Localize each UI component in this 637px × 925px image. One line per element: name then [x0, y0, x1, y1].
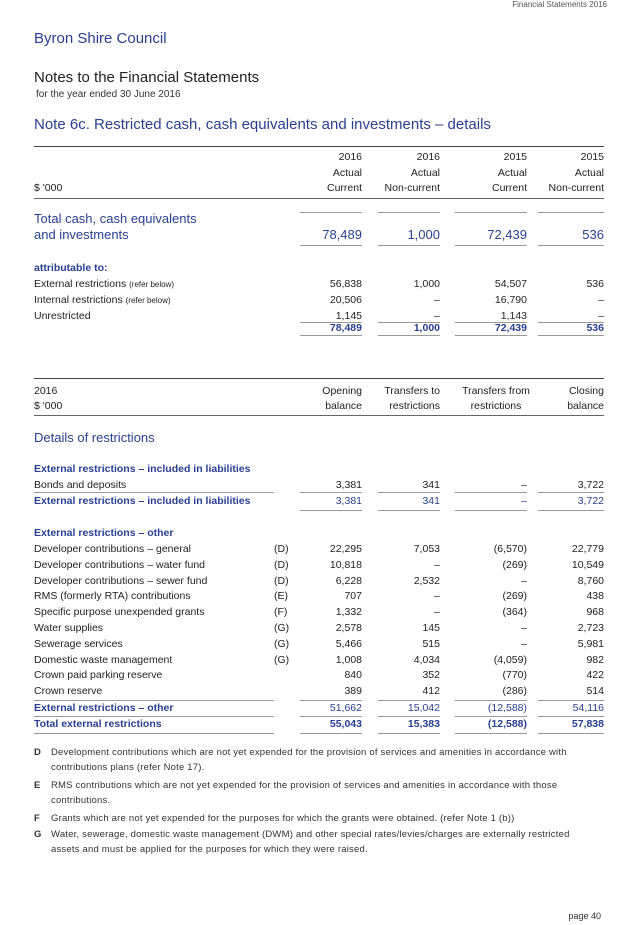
- footnote-d: [34, 745, 604, 777]
- col-rule: [455, 716, 527, 717]
- notes-subtitle: for the year ended 30 June 2016: [36, 89, 181, 100]
- row-label: Specific purpose unexpended grants: [34, 606, 205, 619]
- col-rule: [378, 335, 440, 336]
- cell: 20,506: [329, 294, 362, 306]
- cell: 1,008: [335, 653, 362, 666]
- cell: 3,381: [335, 479, 362, 491]
- cell: 51,662: [329, 702, 362, 714]
- row-label: Water supplies: [34, 622, 104, 634]
- row-label: Domestic waste management: [34, 653, 173, 666]
- footnote-text: Grants which are not yet expended for the purposes for which the grants were obtained. (refer Note 1 (b)): [51, 813, 515, 824]
- cell: –: [434, 294, 440, 306]
- col-label: balance: [567, 400, 604, 412]
- col-rule: [300, 245, 362, 246]
- row-label: Crown paid parking reserve: [34, 669, 163, 682]
- cell: 707: [344, 590, 362, 603]
- cell: –: [521, 495, 527, 507]
- sum-cell: 1,000: [413, 322, 440, 334]
- cell: –: [521, 637, 527, 650]
- cell: (269): [502, 558, 527, 571]
- cell: 145: [422, 622, 440, 634]
- row-code: (G): [274, 622, 290, 634]
- table1-header-rule: [34, 198, 604, 199]
- cell: 2,578: [335, 622, 362, 634]
- footnote-g: [34, 827, 604, 859]
- cell: 341: [422, 495, 440, 507]
- cell: (12,588): [487, 718, 527, 730]
- col-rule: [378, 212, 440, 213]
- col-rule: [455, 492, 527, 493]
- row-code: (G): [274, 637, 290, 650]
- cell: 1,000: [413, 278, 440, 290]
- col-year: 2016: [416, 151, 440, 163]
- cell: 10,549: [571, 558, 604, 571]
- col-rule: [378, 245, 440, 246]
- total-cash-label: Total cash, cash equivalents: [34, 211, 197, 226]
- cell: (4,059): [493, 653, 527, 666]
- table2-top-rule: [34, 378, 604, 379]
- col-year: 2015: [580, 151, 604, 163]
- table2-header-rule: [34, 415, 604, 416]
- col-rule: [455, 733, 527, 734]
- cell: 54,116: [572, 702, 604, 714]
- unit-label: $ '000: [34, 400, 63, 412]
- cell: 22,779: [571, 543, 604, 555]
- row-label: External restrictions: [34, 278, 127, 290]
- council-name: Byron Shire Council: [34, 30, 167, 47]
- note-heading: Note 6c. Restricted cash, cash equivalents and investments – details: [34, 116, 491, 133]
- col-rule: [378, 492, 440, 493]
- cell: –: [598, 310, 604, 322]
- unit-label: $ '000: [34, 182, 63, 194]
- cell: 1,143: [500, 310, 527, 322]
- cell: 438: [586, 590, 604, 603]
- cell: 4,034: [413, 653, 440, 666]
- cell: 15,042: [407, 702, 440, 714]
- total-value: 536: [582, 227, 604, 242]
- other-heading: External restrictions – other: [34, 527, 174, 539]
- cell: 7,053: [413, 543, 440, 555]
- col-rule: [455, 245, 527, 246]
- details-heading: Details of restrictions: [34, 430, 155, 445]
- footnote-key: D: [34, 747, 41, 758]
- cell: 55,043: [329, 718, 362, 730]
- col-year: 2015: [503, 151, 527, 163]
- footnote-key: F: [34, 813, 40, 824]
- col-label: Opening: [322, 385, 362, 397]
- cell: (12,588): [487, 702, 527, 714]
- cell: 22,295: [329, 543, 362, 555]
- col-rule: [300, 716, 362, 717]
- row-label: Internal restrictions: [34, 294, 123, 306]
- cell: 1,332: [335, 606, 362, 619]
- row-code: (D): [274, 558, 289, 571]
- cell: 54,507: [494, 278, 527, 290]
- cell: –: [434, 606, 440, 619]
- col-label: balance: [325, 400, 362, 412]
- cell: (286): [502, 685, 527, 698]
- cell: 389: [344, 685, 362, 698]
- col-rule: [538, 700, 604, 701]
- row-label: Developer contributions – water fund: [34, 558, 206, 571]
- attributable-heading: attributable to:: [34, 262, 108, 274]
- col-label: Actual: [497, 167, 527, 179]
- notes-title: Notes to the Financial Statements: [34, 69, 260, 86]
- row-code: (E): [274, 590, 288, 603]
- row-label: RMS (formerly RTA) contributions: [34, 590, 191, 603]
- cell: 5,466: [335, 637, 362, 650]
- col-label: Actual: [574, 167, 604, 179]
- cell: 968: [586, 606, 604, 619]
- col-rule: [538, 212, 604, 213]
- cell: 56,838: [329, 278, 362, 290]
- cell: 1,145: [335, 310, 362, 322]
- row-label: Unrestricted: [34, 310, 91, 322]
- row-label: Crown reserve: [34, 685, 103, 698]
- cell: (364): [502, 606, 527, 619]
- col-rule: [378, 700, 440, 701]
- total-value: 78,489: [322, 227, 362, 242]
- row-label: Developer contributions – general: [34, 543, 192, 555]
- col-rule: [378, 716, 440, 717]
- col-label: Actual: [332, 167, 362, 179]
- cell: 57,838: [571, 718, 604, 730]
- cell: 422: [586, 669, 604, 682]
- row-note: (refer below): [129, 280, 175, 289]
- col-year: 2016: [338, 151, 362, 163]
- row-label: Total external restrictions: [34, 718, 162, 730]
- cell: –: [521, 622, 527, 634]
- cell: 6,228: [335, 574, 362, 587]
- cell: 3,381: [335, 495, 362, 507]
- table1-top-rule: [34, 146, 604, 147]
- total-value: 1,000: [407, 227, 440, 242]
- col-label: Closing: [568, 385, 604, 397]
- row-label: Bonds and deposits: [34, 479, 127, 491]
- cell: 341: [422, 479, 440, 491]
- col-label: Current: [491, 182, 527, 194]
- cell: 982: [586, 653, 604, 666]
- footnote-key: E: [34, 780, 41, 791]
- col-rule: [455, 212, 527, 213]
- cell: 514: [586, 685, 604, 698]
- col-rule: [300, 510, 362, 511]
- col-rule: [538, 335, 604, 336]
- col-rule: [300, 733, 362, 734]
- cell: 536: [586, 278, 604, 290]
- col-rule: [378, 733, 440, 734]
- cell: 3,722: [577, 479, 604, 491]
- cell: (770): [502, 669, 527, 682]
- cell: 16,790: [494, 294, 527, 306]
- col-rule: [538, 733, 604, 734]
- cell: 15,383: [407, 718, 440, 730]
- col-label: Transfers from: [462, 385, 530, 397]
- cell: –: [434, 558, 440, 571]
- page-header-text: Financial Statements 2016: [512, 0, 607, 9]
- cell: (6,570): [493, 543, 527, 555]
- row-rule: [34, 700, 274, 701]
- row-rule: [34, 733, 274, 734]
- row-label: Developer contributions – sewer fund: [34, 574, 208, 587]
- col-label: restrictions: [389, 400, 440, 412]
- row-code: (D): [274, 543, 289, 555]
- cell: –: [521, 479, 527, 491]
- page-number: page 40: [568, 911, 601, 921]
- footnote-text: Water, sewerage, domestic waste management (DWM) and other special rates/levies/charges are externally restricted assets and must be applied for the purposes for which they were raised.: [51, 829, 570, 855]
- footnote-text: RMS contributions which are not yet expended for the provision of services and amenities in accordance with those contributions.: [51, 780, 558, 806]
- col-rule: [455, 335, 527, 336]
- cell: 2,532: [413, 574, 440, 587]
- col-label: Actual: [410, 167, 440, 179]
- cell: 10,818: [329, 558, 362, 571]
- col-rule: [300, 700, 362, 701]
- col-rule: [455, 700, 527, 701]
- footnote-e: [34, 778, 604, 810]
- col-label: Non-current: [548, 182, 604, 194]
- footnote-f: [34, 811, 604, 827]
- row-label: External restrictions – included in liabilities: [34, 495, 251, 507]
- cell: –: [434, 310, 440, 322]
- row-code: (D): [274, 574, 289, 587]
- total-cash-label: and investments: [34, 227, 129, 242]
- col-label: restrictions: [470, 400, 522, 412]
- col-rule: [378, 510, 440, 511]
- row-label: External restrictions – other: [34, 702, 174, 714]
- col-rule: [538, 510, 604, 511]
- col-rule: [300, 335, 362, 336]
- col-rule: [455, 510, 527, 511]
- col-label: Current: [326, 182, 362, 194]
- row-code: (G): [274, 653, 290, 666]
- row-rule: [34, 492, 274, 493]
- row-code: (F): [274, 606, 288, 619]
- col-rule: [538, 245, 604, 246]
- cell: 352: [422, 669, 440, 682]
- row-label: Sewerage services: [34, 637, 123, 650]
- table2-year: 2016: [34, 385, 58, 397]
- sum-cell: 78,489: [329, 322, 362, 334]
- col-label: Non-current: [384, 182, 440, 194]
- cell: 412: [422, 685, 440, 698]
- cell: 2,723: [577, 622, 604, 634]
- cell: –: [434, 590, 440, 603]
- row-note: (refer below): [125, 296, 171, 305]
- footnote-key: G: [34, 829, 42, 840]
- liab-heading: External restrictions – included in liabilities: [34, 463, 251, 475]
- col-rule: [300, 212, 362, 213]
- cell: (269): [502, 590, 527, 603]
- col-label: Transfers to: [384, 385, 440, 397]
- cell: 3,722: [577, 495, 604, 507]
- col-rule: [538, 716, 604, 717]
- cell: 840: [344, 669, 362, 682]
- cell: 8,760: [577, 574, 604, 587]
- cell: –: [521, 574, 527, 587]
- sum-cell: 72,439: [494, 322, 527, 334]
- sum-cell: 536: [586, 322, 604, 334]
- cell: –: [598, 294, 604, 306]
- col-rule: [538, 492, 604, 493]
- total-value: 72,439: [487, 227, 527, 242]
- row-rule: [34, 716, 274, 717]
- cell: 5,981: [577, 637, 604, 650]
- cell: 515: [422, 637, 440, 650]
- footnote-text: Development contributions which are not yet expended for the provision of services and amenities in accordance with contributions plans (refer Note 17).: [51, 747, 567, 773]
- col-rule: [300, 492, 362, 493]
